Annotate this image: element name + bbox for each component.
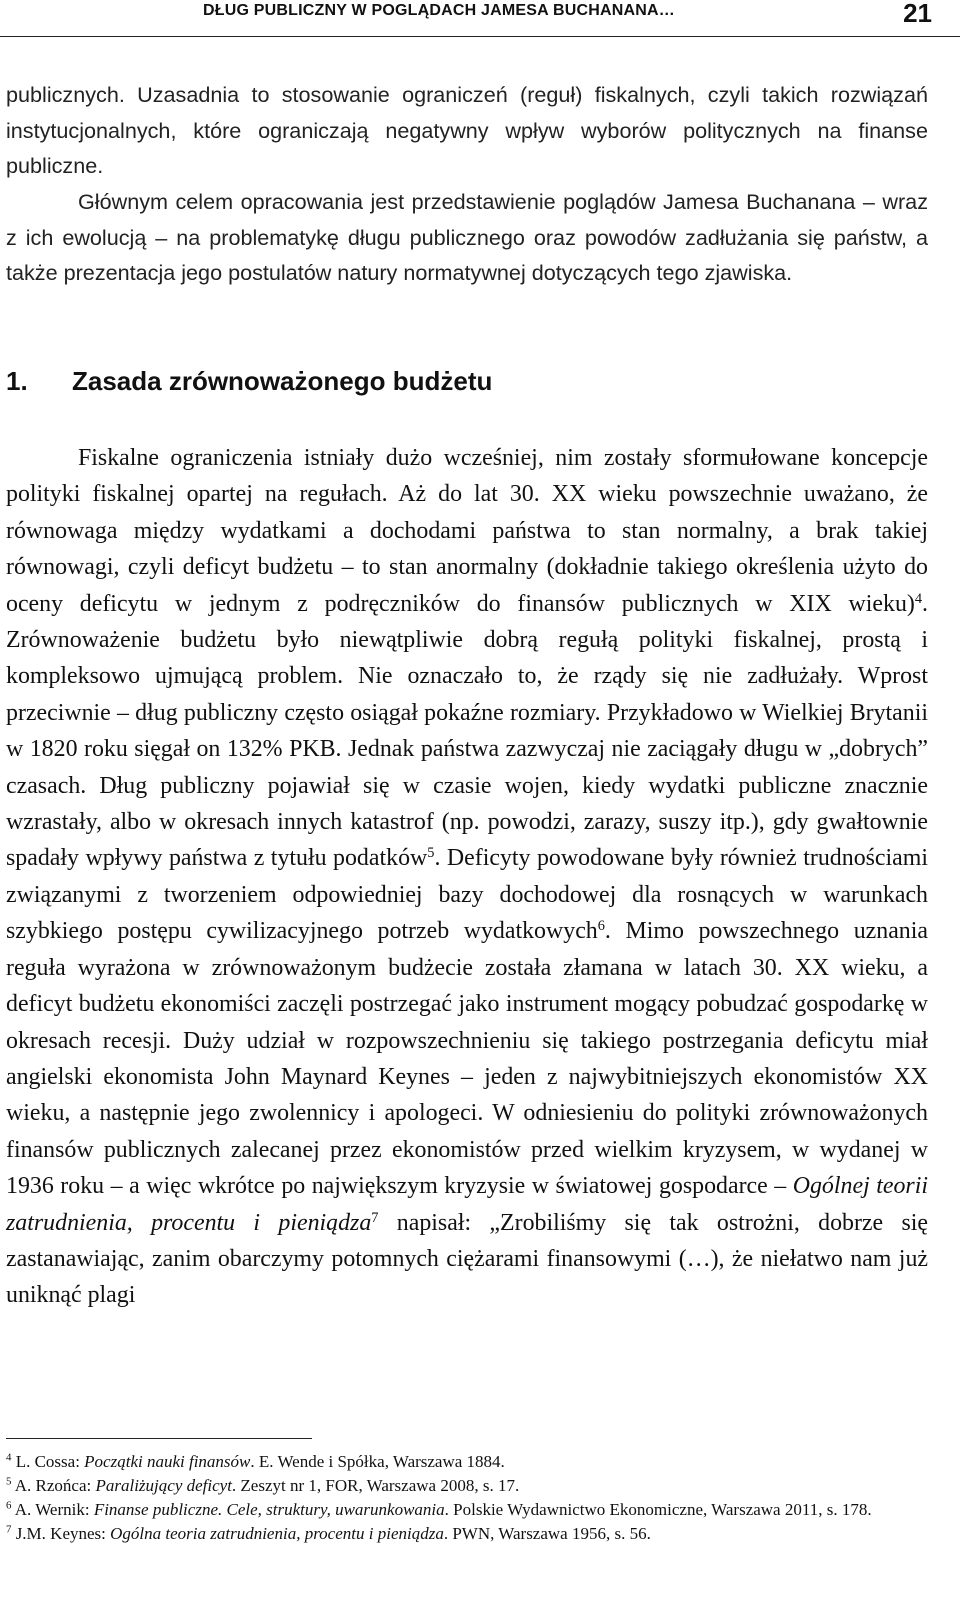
footnote-number: 6 (6, 1499, 12, 1512)
intro-paragraph-1: publicznych. Uzasadnia to stosowanie ograniczeń (reguł) fiskalnych, czyli takich rozwiązań instytucjonalnych, które ograniczają negatywny wpływ wyborów politycznych na finanse publiczne. (6, 82, 928, 179)
footnote-author: J.M. Keynes: (15, 1524, 111, 1543)
footnote-ref-7[interactable]: 7 (371, 1209, 379, 1226)
footnote-5 (6, 1474, 928, 1498)
section-heading (6, 366, 492, 397)
footnote-number: 5 (6, 1475, 12, 1488)
footnote-number: 4 (6, 1451, 12, 1464)
main-text-4: . Mimo powszechnego uznania reguła wyrażona w zrównoważonym budżecie została złamana w latach 30. XX wieku, a deficyt budżetu ekonomiści zaczęli postrzegać jako instrument mogący pobudzać gospodarkę w okresach recesji. Duży udział w rozpowszechnieniu się takiego postrzegania deficytu miał angielski ekonomista John Maynard Keynes – jeden z najwybitniejszych ekonomistów XX wieku, a następnie jego zwolennicy i apologeci. W odniesieniu do polityki zrównoważonych finansów publicznych zalecanej przez ekonomistów przed wielkim kryzysem, w wydanej w 1936 roku – a więc wkrótce po największym kryzysie w światowej gospodarce – (6, 918, 928, 1200)
footnote-details: . PWN, Warszawa 1956, s. 56. (443, 1524, 651, 1543)
footnote-ref-6[interactable]: 6 (597, 918, 605, 935)
footnote-4 (6, 1450, 928, 1474)
footnote-divider (6, 1438, 312, 1439)
footnote-author: L. Cossa: (15, 1452, 85, 1471)
footnote-ref-4[interactable]: 4 (914, 590, 923, 607)
page-number: 21 (903, 0, 932, 28)
footnote-7 (6, 1522, 928, 1546)
running-header (0, 0, 960, 37)
intro-paragraph-2: Głównym celem opracowania jest przedstawienie poglądów Jamesa Buchanana – wraz z ich ewolucją – na problematykę długu publicznego oraz powodów zadłużania się państw, a także prezentacja jego postulatów natury normatywnej dotyczących tego zjawiska. (6, 189, 928, 286)
main-text-3: . Deficyty powodowane były również trudnościami związanymi z tworzeniem odpowiedniej bazy dochodowej dla rosnących w warunkach szybkiego postępu cywilizacyjnego potrzeb wydatkowych (6, 845, 928, 945)
footnote-title: Paraliżujący deficyt (95, 1476, 232, 1495)
footnote-number: 7 (6, 1523, 12, 1536)
main-paragraph (6, 440, 928, 1314)
running-title: DŁUG PUBLICZNY W POGLĄDACH JAMESA BUCHANANA… (203, 2, 675, 19)
footnote-author: A. Rzońca: (14, 1476, 96, 1495)
footnote-title: Finanse publiczne. Cele, struktury, uwarunkowania (93, 1500, 445, 1519)
footnote-details: . Zeszyt nr 1, FOR, Warszawa 2008, s. 17. (231, 1476, 520, 1495)
footnote-author: A. Wernik: (14, 1500, 94, 1519)
footnotes (6, 1450, 928, 1546)
book-title: Ogólnej teorii zatrudnienia, procentu i pieniądza (6, 1173, 928, 1236)
footnote-details: . Polskie Wydawnictwo Ekonomiczne, Warszawa 2011, s. 178. (444, 1500, 872, 1519)
footnote-title: Ogólna teoria zatrudnienia, procentu i pieniądza (110, 1524, 444, 1543)
main-text-1: Fiskalne ograniczenia istniały dużo wcześniej, nim zostały sformułowane koncepcje polityki fiskalnej opartej na regułach. Aż do lat 30. XX wieku powszechnie uważano, że równowaga między wydatkami a dochodami państwa to stan normalny, a brak takiej równowagi, czyli deficyt budżetu – to stan anormalny (dokładnie takiego określenia użyto do oceny deficytu w jednym z podręczników do finansów publicznych w XIX wieku) (6, 445, 928, 617)
footnote-6 (6, 1498, 928, 1522)
main-text-5: napisał: „Zrobiliśmy się tak ostrożni, dobrze się zastanawiając, zanim obarczymy potomnych ciężarami finansowymi (…), że niełatwo nam już uniknąć plagi (6, 1209, 928, 1309)
main-text-2: . Zrównoważenie budżetu było niewątpliwie dobrą regułą polityki fiskalnej, prostą i kompleksowo ujmującą problem. Nie oznaczało to, że rządy się nie zadłużały. Wprost przeciwnie – dług publiczny często osiągał pokaźne rozmiary. Przykładowo w Wielkiej Brytanii w 1820 roku sięgał on 132% PKB. Jednak państwa zazwyczaj nie zaciągały długu w „dobrych” czasach. Dług publiczny pojawiał się w czasie wojen, kiedy wydatki publiczne znacznie wzrastały, albo w okresach innych katastrof (np. powodzi, zarazy, suszy itp.), gdy gwałtownie spadały wpływy państwa z tytułu podatków (6, 590, 928, 872)
section-title: Zasada zrównoważonego budżetu (72, 366, 493, 396)
footnote-details: . E. Wende i Spółka, Warszawa 1884. (250, 1452, 505, 1471)
footnote-ref-5[interactable]: 5 (427, 845, 435, 862)
footnote-title: Początki nauki finansów (84, 1452, 251, 1471)
section-number: 1. (6, 366, 28, 396)
